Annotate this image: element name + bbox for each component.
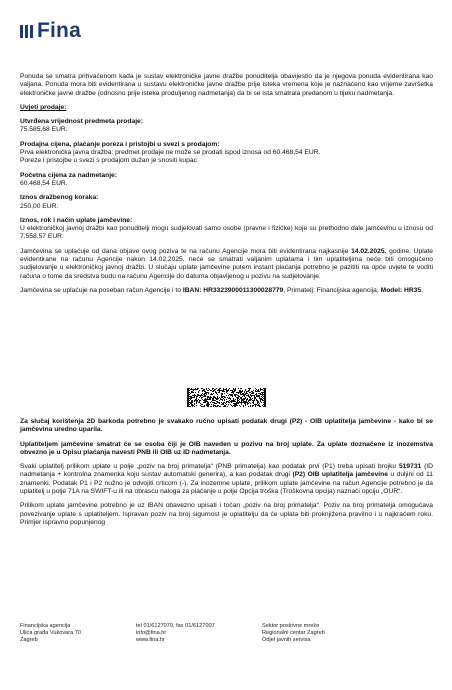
footer-contact: tel 01/6127070, fax 01/6127007 info@fina.hr www.fina.hr [136,623,215,644]
reference-number: 519731 [398,463,422,471]
price-heading: Prodajna cijena, plaćanje poreza i pristojbi u svezi s prodajom: [20,140,220,148]
footer-department: Sektor poslovne mreže Regionalni centar Zagreb Odjel javnih servisa [262,623,325,644]
value-label: Utvrđena vrijednost predmeta prodaje: [20,118,144,126]
2d-barcode [187,388,266,407]
iban: IBAN: HR3323900011300028779 [182,286,284,294]
conditions-heading: Uvjeti prodaje: [20,103,67,111]
value-amount: 75.585,68 EUR. [20,126,68,134]
logo-bars-icon [20,25,33,38]
start-price-label: Početna cijena za nadmetanje: [20,171,118,179]
document-body [20,73,433,301]
bid-step-amount: 250,00 EUR. [20,202,59,210]
price-line1: Prva elektronička javna dražba: predmet prodaje ne može se prodati ispod iznosa od 60.468,54 EUR. [20,149,321,157]
deposit-text: U elektroničkoj javnoj dražbi kao ponuditelji mogu sudjelovati samo osobe (pravne i fizičke) koje su prethodno dale jamčevinu u iznosu od 7.558,57 EUR. [20,225,433,241]
final-paragraph: Prilikom uplate jamčevine potrebno je uz IBAN obavezno upisati i točan „poziv na broj primatelja“. Poziv na broj primatelja omogućava povezivanje uplate s uplatiteljem. Ispravan poziv na broj sigurnost je uplatitelju da će uplata biti proknjižena pravilno i u najkraćem roku. Primjer ispravno popunjenog [20,502,433,526]
payment-deadline-paragraph: Jamčevina se uplaćuje od dana objave ovog poziva te na računu Agencije mora biti evidentirana najkasnije 14.02.2025. godine. Uplate evidentirane na računu Agencije nakon 14.02.2025. neće se smatrati valjanim uplatama i tim uplatiteljima neće biti omogućeno sudjelovanje u elektroničkoj javnoj dražbi. U slučaju uplate jamčevine putem instant plaćanja potrebno je pazititi na opće uvjete te vodìti računa o tome da sredstva budu na računu Agencije do datuma objavljenog u pozivu na sudjelovanje. [20,247,433,280]
fina-logo [20,20,81,42]
barcode-note: Za slučaj korištenja 2D barkoda potrebno je svakako ručno upisati podatak drugi (P2) - OIB uplatitelja jamčevine - kako bi se jamčevina uredno uparila. [20,418,433,434]
start-price-amount: 60.468,54 EUR. [20,179,68,187]
footer-address: Financijska agencija Ulica grada Vukovara 70 Zagreb [20,623,82,644]
instructions-block [20,418,433,527]
reference-paragraph: Svaki uplatitelj prilikom uplate u polje „poziv na broj primatelja“ (PNB primatelja) kao podatak prvi (P1) treba upisati brojku 519731 (ID nadmetanja + kontrolna znamenka koju sustav automatski generira), a kao podatak drugi (P2) OIB uplatitelja jamčevine u duljini od 11 znamenki. Podatak P1 i P2 nužno je odvojiti crticom (-). Za inozemne uplate, prilikom uplate jamčevine na račun Agencije potrebno je da uplatitelj u polje 71A na SWIFT-u ili na obrascu naloga za plaćanje u polje Opcija troška (Troškovna opcija) naznači opciju „OUR“. [20,463,433,496]
payer-note: Uplatiteljem jamčevine smatrat će se osoba čiji je OIB naveden u pozivu na broj uplate. Za uplate doznačene iz inozemstva obvezno je u Opisu plaćanja navesti PNB ili OIB uz ID nadmetanja. [20,440,433,456]
intro-paragraph: Ponuda se smatra prihvaćenom kada je sustav elektroničke javne dražbe ponuditelja obavijestio da je njegova ponuda evidentirana kao valjana. Ponuda mora biti evidentirana u sustavu elektroničke javne dražbe prije isteka vremena koje je naznačeno kao vrijeme završetka elektroničke javne dražbe (odnosno prije isteka produljenog nadmetanja) da bi se ista smatrala predanom u tijeku nadmetanja. [20,73,433,97]
reference-p2: (P2) OIB uplatitelja jamčevine [292,471,388,479]
price-line2: Poreze i pristojbe u svezi s prodajom dužan je snositi kupac [20,157,197,165]
bid-step-label: Iznos dražbenog koraka: [20,194,99,202]
payment-account-paragraph: Jamčevina se uplaćuje na poseban račun Agencije i to IBAN: HR3323900011300028779, Primatelj: Financijska agencija, Model: HR35. [20,286,423,294]
barcode-graphic [187,388,266,407]
deadline-date: 14.02.2025. [351,247,387,255]
logo-text: Fina [37,19,81,42]
payment-model: Model: HR35 [380,286,422,294]
deposit-heading: Iznos, rok i način uplate jamčevine: [20,216,133,224]
